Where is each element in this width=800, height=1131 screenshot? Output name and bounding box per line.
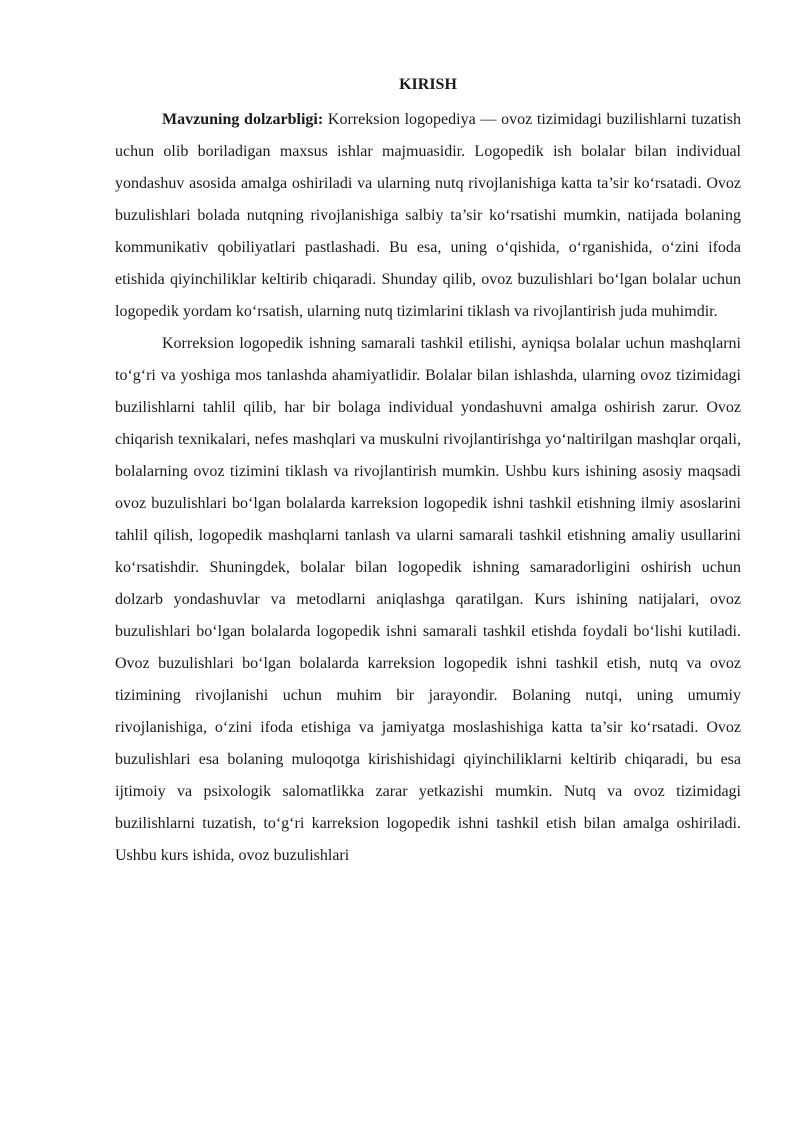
page-content — [115, 73, 741, 872]
paragraph-organization — [115, 328, 741, 872]
paragraph-body: Korreksion logopediya — ovoz tizimidagi buzilishlarni tuzatish uchun olib boriladigan maxsus ishlar majmuasidir. Logopedik ish bolalar bilan individual yondashuv asosida amalga oshiriladi va ularning nutq rivojlanishiga katta ta’sir ko‘rsatadi. Ovoz buzulishlari bolada nutqning rivojlanishiga salbiy ta’sir ko‘rsatishi mumkin, natijada bolaning kommunikativ qobiliyatlari pastlashadi. Bu esa, uning o‘qishida, o‘rganishida, o‘zini ifoda etishida qiyinchiliklar keltirib chiqaradi. Shunday qilib, ovoz buzulishlari bo‘lgan bolalar uchun logopedik yordam ko‘rsatish, ularning nutq tizimlarini tiklash va rivojlantirish juda muhimdir. — [115, 111, 741, 320]
paragraph-lead: Mavzuning dolzarbligi: — [162, 111, 324, 128]
paragraph-relevance — [115, 104, 741, 328]
paragraph-body: Korreksion logopedik ishning samarali tashkil etilishi, ayniqsa bolalar uchun mashqlarni to‘g‘ri va yoshiga mos tanlashda ahamiyatlidir. Bolalar bilan ishlashda, ularning ovoz tizimidagi buzilishlarni tahlil qilib, har bir bolaga individual yondashuvni amalga oshirish zarur. Ovoz chiqarish texnikalari, nefes mashqlari va muskulni rivojlantirishga yo‘naltirilgan mashqlar orqali, bolalarning ovoz tizimini tiklash va rivojlantirish mumkin. Ushbu kurs ishining asosiy maqsadi ovoz buzulishlari bo‘lgan bolalarda karreksion logopedik ishni tashkil etishning ilmiy asoslarini tahlil qilish, logopedik mashqlarni tanlash va ularni samarali tashkil etishning amaliy usullarini ko‘rsatishdir. Shuningdek, bolalar bilan logopedik ishning samaradorligini oshirish uchun dolzarb yondashuvlar va metodlarni aniqlashga qaratilgan. Kurs ishining natijalari, ovoz buzulishlari bo‘lgan bolalarda logopedik ishni samarali tashkil etishda foydali bo‘lishi kutiladi. Ovoz buzulishlari bo‘lgan bolalarda karreksion logopedik ishni tashkil etish, nutq va ovoz tizimining rivojlanishi uchun muhim bir jarayondir. Bolaning nutqi, uning umumiy rivojlanishiga, o‘zini ifoda etishiga va jamiyatga moslashishiga katta ta’sir ko‘rsatadi. Ovoz buzulishlari esa bolaning muloqotga kirishishidagi qiyinchiliklarni keltirib chiqaradi, bu esa ijtimoiy va psixologik salomatlikka zarar yetkazishi mumkin. Nutq va ovoz tizimidagi buzilishlarni tuzatish, to‘g‘ri karreksion logopedik ishni tashkil etish bilan amalga oshiriladi. Ushbu kurs ishida, ovoz buzulishlari — [115, 335, 741, 864]
section-heading: KIRISH — [399, 76, 457, 93]
